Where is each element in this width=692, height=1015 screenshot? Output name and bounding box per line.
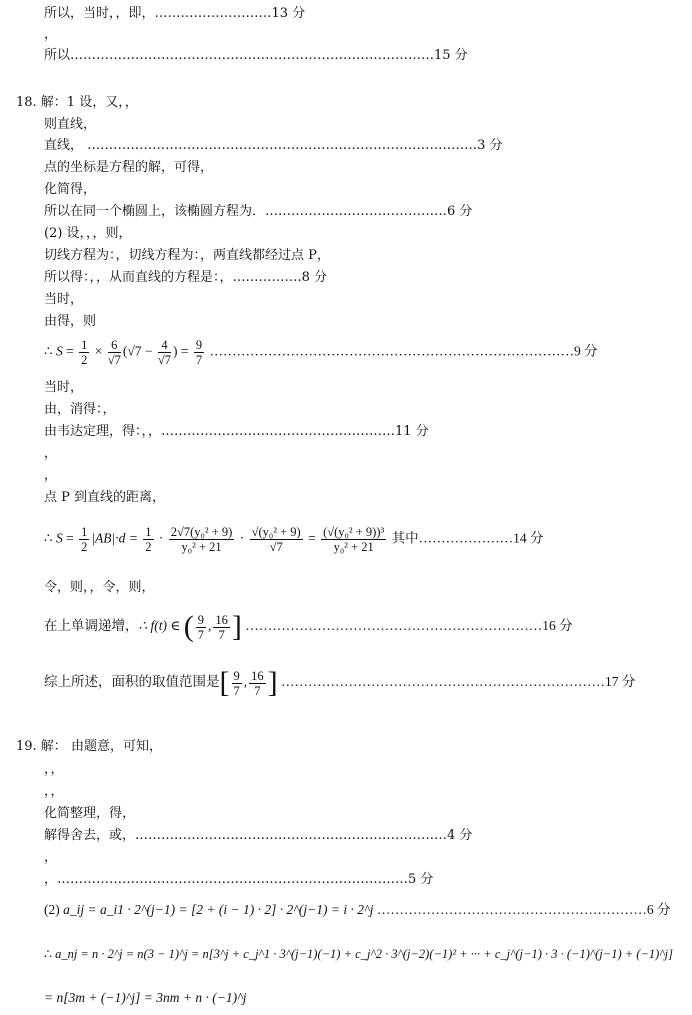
text-line: 所以，当时，，即，………………………13 分 [44,6,306,21]
text-line: 当时， [44,292,84,307]
formula-a-ij: (2) a_ij = a_i1 · 2^(j−1) = [2 + (i − 1) · 2] · 2^(j−1) = i · 2^j ……………………………………………………6 分 [44,902,671,917]
fraction: $\frac{6}{√7}$ [107,338,121,367]
fraction: $\frac{1}{2}$ [145,525,152,554]
fraction: $\frac{\text{√(y₀² + 9)}}{√7}$ [251,525,301,554]
text-line: ， [44,446,58,461]
text-line: 当时， [44,380,84,395]
text-line: 由得，则 [44,314,97,329]
fraction: $\frac{1}{2}$ [81,338,88,367]
text-line: 则直线， [44,117,97,132]
area-range-line: 综上所述，面积的取值范围是[ $\frac{9}{7}$ , $\frac{16}{7}$ ] ………………………………………………………………17 分 [44,666,636,699]
problem-19-heading: 19. 解： 由题意，可知， [16,739,162,754]
text-line: ，， [44,762,64,777]
problem-18-heading: 18. 解：1 设，又，， [16,95,138,110]
text-line: 化简得， [44,182,97,197]
text-line: 令，则，，令，则， [44,580,155,595]
fraction: $\frac{\text{2√7(y₀² + 9)}}{\text{y₀² + 21}}$ [170,525,233,554]
fraction: $\frac{9}{7}$ [197,612,204,642]
text-line: 切线方程为：，切线方程为：，两直线都经过点 P， [44,248,330,263]
text-line: ， [44,468,58,483]
fraction: $\frac{4}{√7}$ [157,338,171,367]
text-line: 化简整理，得， [44,806,136,821]
text-line: 所以在同一个椭圆上，该椭圆方程为．……………………………………6 分 [44,204,473,219]
text-line: 由韦达定理，得：，，………………………………………………11 分 [44,424,429,439]
text-line: ，………………………………………………………………………5 分 [44,872,434,887]
fraction: $\frac{9}{7}$ [233,668,240,698]
text-line: 直线， ………………………………………………………………………………3 分 [44,138,503,153]
text-line: 所以…………………………………………………………………………15 分 [44,48,468,63]
text-line: 由，消得：， [44,402,116,417]
fraction: $\frac{9}{7}$ [195,338,203,367]
formula-result: = n[3m + (−1)^j] = 3nm + n · (−1)^j [44,990,247,1005]
monotone-line: 在上单调递增，∴ f(t) ∈ ( $\frac{9}{7}$ , $\frac{16}{7}$ ] …………………………………………………………16 分 [44,610,573,643]
text-line: ， [44,27,58,42]
text-line: (2) 设，，，则， [44,226,132,241]
text-line: ，， [44,784,64,799]
formula-area-1: ∴ S = $\frac{1}{2}$ × $\frac{6}{√7}$ (√7 − $\frac{4}{√7}$ ) = $\frac{9}{7}$ ………………………………………………………………………9 分 [44,338,598,367]
formula-area-2: ∴ S = $\frac{1}{2}$ |AB|·d = $\frac{1}{2}$ · $\frac{\text{2√7(y₀² + 9)}}{\text{y₀² + 21}}$ · $\frac{\text{√(y₀² + 9)}}{√7}$ = $\frac{\text{(√(y₀² + 9))³}}{\text{y₀² + 21}}$ 其中…………………14 分 [44,525,544,554]
text-line: ， [44,850,58,865]
fraction: $\frac{\text{(√(y₀² + 9))³}}{\text{y₀² + 21}}$ [323,525,385,554]
fraction: $\frac{1}{2}$ [81,525,88,554]
fraction: $\frac{16}{7}$ [251,668,264,698]
text-line: 点的坐标是方程的解，可得， [44,160,214,175]
text-line: 解得舍去，或，………………………………………………………………4 分 [44,828,473,843]
fraction: $\frac{16}{7}$ [215,612,228,642]
text-line: 点 P 到直线的距离， [44,490,166,505]
text-line: 所以得：，，从而直线的方程是：，…………….8 分 [44,270,328,285]
formula-a-nj: ∴ a_nj = n · 2^j = n(3 − 1)^j = n[3^j + c_j^1 · 3^(j−1)(−1) + c_j^2 · 3^(j−2)(−1)² + ··· + c_j^(j−1) · 3 · (−1)^(j−1) + (−1)^j] [44,947,673,961]
